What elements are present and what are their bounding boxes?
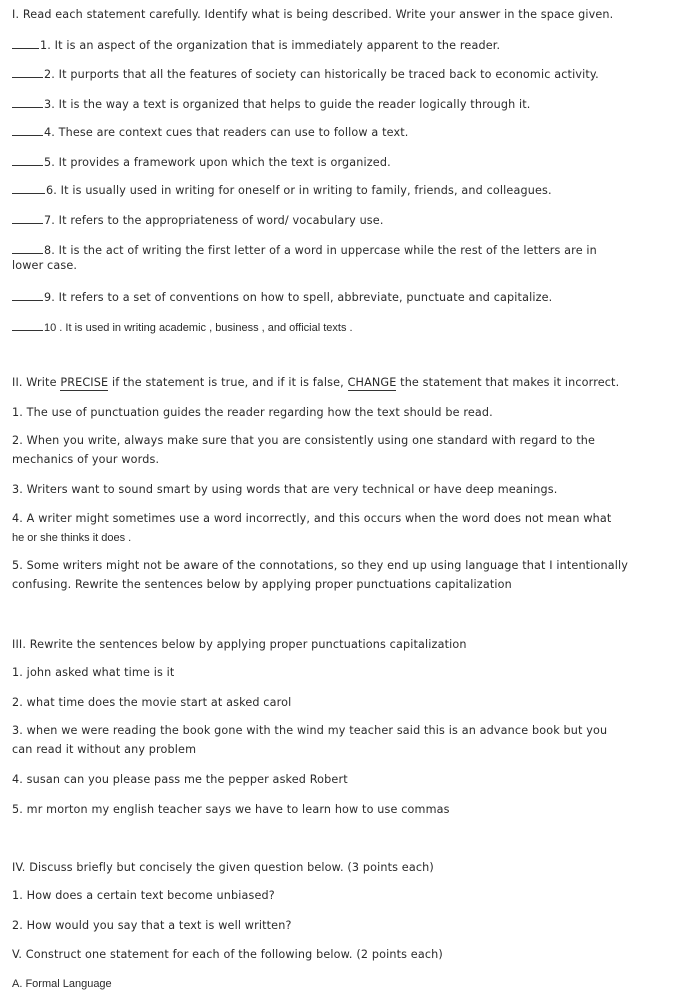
answer-blank[interactable]	[12, 211, 43, 224]
part1-item-9: 9. It refers to a set of conventions on how to spell, abbreviate, punctuate and capitalize.	[12, 288, 552, 305]
keyword-precise: PRECISE	[60, 376, 109, 389]
part1-item-5: 5. It provides a framework upon which the text is organized.	[12, 153, 391, 170]
part4-instruction: IV. Discuss briefly but concisely the given question below. (3 points each)	[12, 861, 434, 874]
part2-item-1: 1. The use of punctuation guides the reader regarding how the text should be read.	[12, 406, 493, 419]
answer-blank[interactable]	[12, 65, 43, 78]
part3-item-1: 1. john asked what time is it	[12, 666, 175, 679]
answer-blank[interactable]	[12, 153, 43, 166]
part5-instruction: V. Construct one statement for each of the following below. (2 points each)	[12, 948, 443, 961]
part1-instruction: I. Read each statement carefully. Identify what is being described. Write your answer in the space given.	[12, 8, 614, 21]
answer-blank[interactable]	[12, 318, 43, 331]
answer-blank[interactable]	[12, 288, 43, 301]
part2-item-4-line1: 4. A writer might sometimes use a word incorrectly, and this occurs when the word does not mean what	[12, 512, 612, 525]
part1-item-1: 1. It is an aspect of the organization that is immediately apparent to the reader.	[12, 36, 500, 53]
part2-item-3: 3. Writers want to sound smart by using words that are very technical or have deep meanings.	[12, 483, 558, 496]
part2-item-4-line2: he or she thinks it does .	[12, 532, 132, 544]
answer-blank[interactable]	[12, 241, 43, 254]
part1-item-3: 3. It is the way a text is organized that helps to guide the reader logically through it.	[12, 95, 531, 112]
part4-item-1: 1. How does a certain text become unbiased?	[12, 889, 275, 902]
answer-blank[interactable]	[12, 36, 39, 49]
part1-item-6: 6. It is usually used in writing for oneself or in writing to family, friends, and colleagues.	[12, 181, 552, 198]
part3-item-4: 4. susan can you please pass me the pepper asked Robert	[12, 773, 348, 786]
part3-instruction: III. Rewrite the sentences below by applying proper punctuations capitalization	[12, 638, 467, 651]
keyword-change: CHANGE	[347, 376, 397, 389]
part4-item-2: 2. How would you say that a text is well written?	[12, 919, 292, 932]
part1-item-7: 7. It refers to the appropriateness of word/ vocabulary use.	[12, 211, 384, 228]
part1-item-8-continuation: lower case.	[12, 259, 78, 272]
part2-instruction: II. Write PRECISE if the statement is true, and if it is false, CHANGE the statement that makes it incorrect.	[12, 376, 620, 389]
part3-item-2: 2. what time does the movie start at asked carol	[12, 696, 292, 709]
part3-item-5: 5. mr morton my english teacher says we have to learn how to use commas	[12, 803, 450, 816]
part1-item-10: 10 . It is used in writing academic , business , and official texts .	[12, 318, 353, 335]
part3-item-3: 3. when we were reading the book gone with the wind my teacher said this is an advance book but you can read it without any problem	[12, 724, 608, 756]
answer-blank[interactable]	[12, 95, 43, 108]
answer-blank[interactable]	[12, 181, 45, 194]
part2-item-5: 5. Some writers might not be aware of the connotations, so they end up using language that I intentionally confusing. Rewrite the sentences below by applying proper punctuations capitalization	[12, 559, 629, 591]
answer-blank[interactable]	[12, 123, 43, 136]
part2-item-2: 2. When you write, always make sure that you are consistently using one standard with regard to the mechanics of your words.	[12, 434, 596, 466]
part1-item-8: 8. It is the act of writing the first letter of a word in uppercase while the rest of the letters are in	[12, 241, 597, 258]
part1-item-4: 4. These are context cues that readers can use to follow a text.	[12, 123, 409, 140]
part1-item-2: 2. It purports that all the features of society can historically be traced back to economic activity.	[12, 65, 599, 82]
part5-item-a: A. Formal Language	[12, 978, 112, 990]
